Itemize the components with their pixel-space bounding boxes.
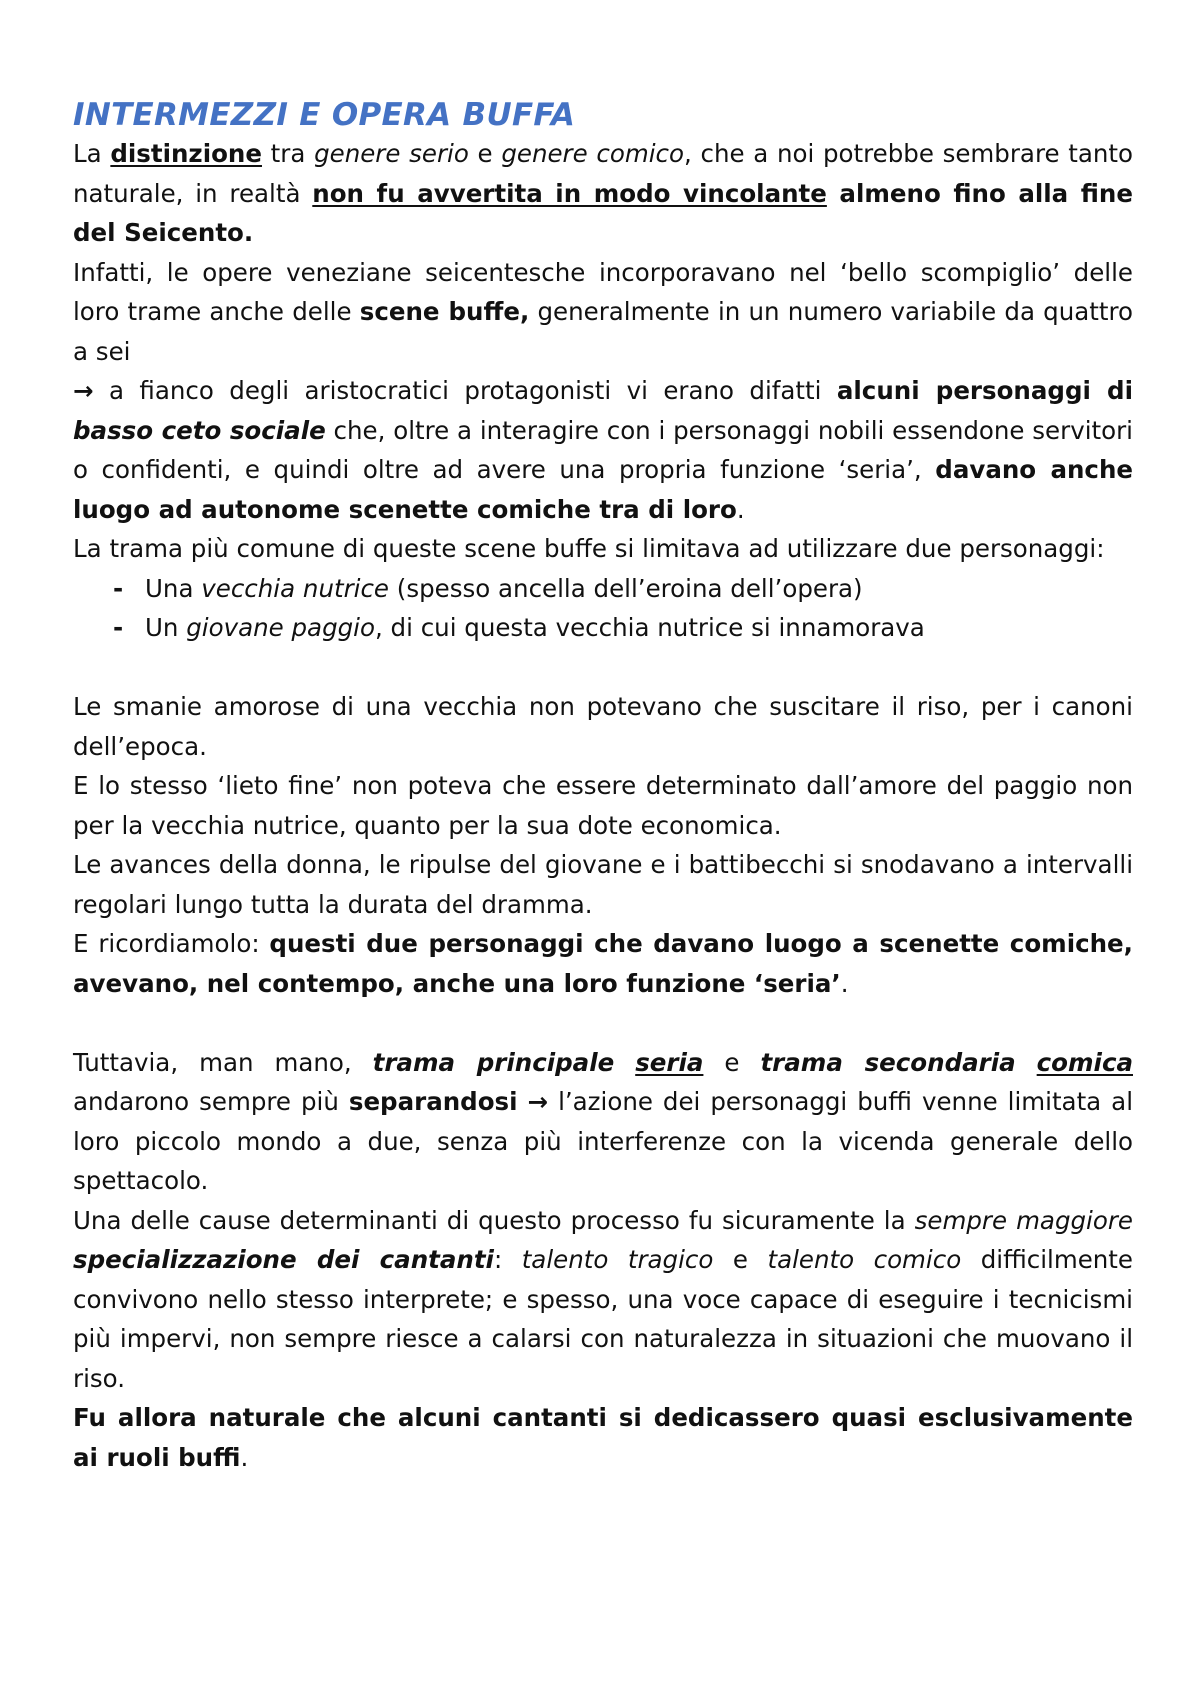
paragraph-smanie-amorose	[73, 687, 1133, 766]
paragraph-trama-comune	[73, 529, 1133, 569]
text-run: Una	[145, 573, 202, 603]
bold-run: separandosi	[348, 1087, 518, 1116]
italic-run: talento tragico	[521, 1245, 714, 1274]
bold-italic-run: trama secondaria	[760, 1047, 1016, 1077]
paragraph-personaggi-basso-ceto	[73, 371, 1133, 529]
text-run: Le smanie amorose di una vecchia non potevano che suscitare il riso, per i canoni dell’epoca.	[73, 692, 1133, 761]
text-run: .	[840, 968, 849, 998]
text-run: , che a noi potrebbe sembrare tanto naturale, in realtà	[73, 139, 1133, 208]
bold-italic-run: basso ceto sociale	[73, 415, 326, 445]
italic-run: genere comico	[501, 139, 684, 168]
bold-run: Fu allora naturale che alcuni cantanti si dedicassero quasi esclusivamente ai ruoli buffi	[73, 1403, 1133, 1472]
list-item	[113, 608, 1133, 648]
bullet-dash-icon: -	[113, 573, 124, 603]
bold-run: alcuni personaggi di	[836, 376, 1133, 405]
text-run	[1016, 1048, 1037, 1077]
text-run: E ricordiamolo:	[73, 929, 270, 958]
bold-run: almeno fino alla fine del Seicento.	[73, 178, 1133, 247]
paragraph-ricordiamolo	[73, 924, 1133, 1003]
document-title: INTERMEZZI E OPERA BUFFA	[73, 97, 576, 133]
text-run: andarono sempre più	[73, 1087, 349, 1116]
right-arrow-icon: →	[527, 1087, 549, 1116]
text-run: Tuttavia, man mano,	[73, 1047, 373, 1077]
text-run: Una delle cause determinanti di questo processo fu sicuramente la	[73, 1205, 915, 1235]
paragraph-lieto-fine	[73, 766, 1133, 845]
text-run: .	[736, 494, 745, 524]
text-run	[518, 1087, 528, 1116]
text-run: :	[493, 1245, 522, 1274]
italic-run: sempre maggiore	[914, 1205, 1133, 1235]
bold-underlined-run: distinzione	[110, 139, 262, 168]
character-list	[73, 569, 1133, 648]
italic-run: giovane paggio	[186, 613, 375, 642]
bold-run: questi due personaggi che davano luogo a scenette comiche, avevano, nel contempo, anche una loro funzione ‘seria’	[73, 929, 1133, 998]
italic-run: vecchia nutrice	[201, 573, 389, 603]
text-run: La trama più comune di queste scene buffe si limitava ad utilizzare due personaggi:	[73, 534, 1105, 563]
bold-italic-run: trama principale	[372, 1047, 615, 1077]
bullet-dash-icon: -	[113, 613, 124, 642]
bold-run: scene buffe,	[359, 297, 530, 326]
bold-italic-underlined-run: seria	[635, 1047, 704, 1077]
paragraph-ruoli-buffi	[73, 1398, 1133, 1477]
italic-run: genere serio	[314, 139, 469, 168]
text-run: (spesso ancella dell’eroina dell’opera)	[389, 573, 863, 603]
text-run: generalmente in un numero variabile da quattro a sei	[73, 297, 1134, 366]
text-run: E lo stesso ‘lieto fine’ non poteva che essere determinato dall’amore del paggio non per la vecchia nutrice, quanto per la sua dote economica.	[73, 771, 1133, 840]
bold-run: davano anche luogo ad autonome scenette comiche tra di loro	[73, 455, 1133, 524]
text-run: e	[713, 1245, 768, 1274]
paragraph-opere-veneziane	[73, 253, 1133, 372]
paragraph-avances	[73, 845, 1133, 924]
text-run: e	[468, 139, 502, 168]
italic-run: talento comico	[767, 1245, 962, 1274]
text-run	[614, 1048, 635, 1077]
text-run: Un	[145, 613, 187, 642]
text-run: e	[703, 1047, 761, 1077]
text-run: , di cui questa vecchia nutrice si innamorava	[374, 613, 925, 642]
text-run: La	[73, 139, 111, 168]
text-run: a fianco degli aristocratici protagonisti vi erano difatti	[93, 376, 837, 405]
blank-line	[73, 648, 1133, 688]
list-item	[113, 569, 1133, 609]
text-run: l’azione dei personaggi buffi venne limitata al loro piccolo mondo a due, senza più interferenze con la vicenda generale dello spettacolo.	[73, 1087, 1133, 1195]
bold-underlined-run: non fu avvertita in modo vincolante	[312, 178, 827, 208]
bold-italic-run: specializzazione dei cantanti	[73, 1245, 494, 1274]
right-arrow-icon: →	[73, 376, 94, 405]
bold-italic-underlined-run: comica	[1036, 1047, 1133, 1077]
text-run: tra	[261, 139, 315, 168]
text-run: Le avances della donna, le ripulse del giovane e i battibecchi si snodavano a intervalli regolari lungo tutta la durata del dramma.	[73, 850, 1133, 919]
paragraph-distinzione	[73, 134, 1133, 253]
text-run: difficilmente convivono nello stesso interprete; e spesso, una voce capace di eseguire i tecnicismi più impervi, non sempre riesce a calarsi con naturalezza in situazioni che muovano il riso.	[73, 1245, 1133, 1393]
paragraph-cause	[73, 1201, 1133, 1399]
paragraph-tuttavia	[73, 1043, 1133, 1201]
text-run: .	[240, 1442, 249, 1472]
text-run: Infatti, le opere veneziane seicentesche incorporavano nel ‘bello scompiglio’ delle loro trame anche delle	[73, 257, 1133, 326]
text-run: che, oltre a interagire con i personaggi nobili essendone servitori o confidenti, e quindi oltre ad avere una propria funzione ‘seria’,	[73, 415, 1133, 484]
document-page	[73, 92, 1133, 1477]
blank-line	[73, 1003, 1133, 1043]
